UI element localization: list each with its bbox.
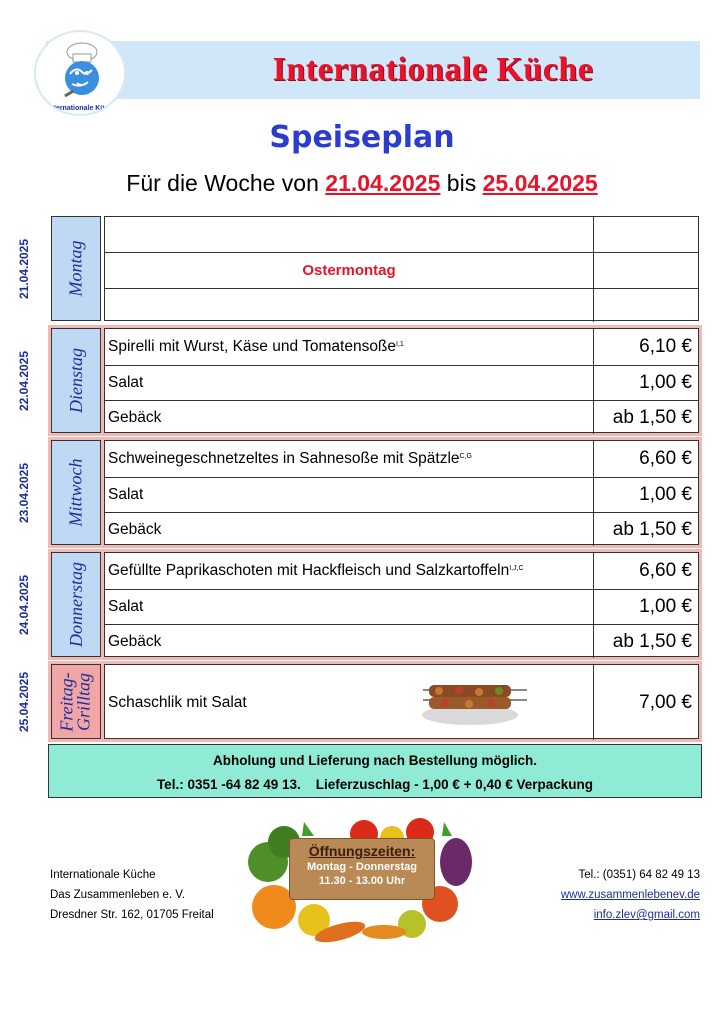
footer-contact	[561, 865, 700, 925]
dish-price: ab 1,50 €	[612, 518, 692, 540]
table-row	[105, 665, 698, 740]
dish-name: Gebäck	[105, 513, 594, 546]
footer-association: Das Zusammenleben e. V.	[50, 889, 186, 901]
day-block-freitag	[48, 661, 702, 742]
dish-price: 6,60 €	[639, 560, 692, 581]
footer-org: Internationale Küche	[50, 869, 156, 881]
holiday-label: Ostermontag	[105, 253, 594, 288]
dish-price: ab 1,50 €	[612, 406, 692, 428]
dish-name: Gebäck	[105, 401, 594, 434]
footer-phone: Tel.: (0351) 64 82 49 13	[578, 869, 700, 881]
day-block-donnerstag	[48, 549, 702, 660]
day-date: 21.04.2025	[17, 238, 31, 300]
day-date: 23.04.2025	[17, 462, 31, 524]
day-tab-dienstag: Dienstag	[51, 328, 101, 433]
table-row	[105, 512, 698, 546]
table-row	[105, 477, 698, 512]
table-row	[105, 252, 698, 288]
menu-grid	[104, 328, 699, 433]
day-tab-mittwoch: Mittwoch	[51, 440, 101, 545]
hours-title: Öffnungszeiten:	[308, 843, 416, 859]
week-prefix: Für die Woche von	[126, 170, 319, 196]
day-date: 24.04.2025	[17, 574, 31, 636]
table-row	[105, 553, 698, 589]
dish-price: 6,10 €	[639, 336, 692, 357]
table-row	[105, 288, 698, 322]
plan-title: Speiseplan	[269, 120, 455, 155]
footer-address	[50, 865, 214, 925]
order-notice	[48, 744, 702, 798]
dish-price: 1,00 €	[639, 596, 692, 617]
dish-name: Salat	[105, 366, 594, 400]
day-block-dienstag	[48, 325, 702, 436]
header-bar	[46, 41, 700, 99]
day-block-mittwoch	[48, 437, 702, 548]
table-row	[105, 400, 698, 434]
dish-price: 6,60 €	[639, 448, 692, 469]
day-tab-donnerstag: Donnerstag	[51, 552, 101, 657]
website-link[interactable]: www.zusammenlebenev.de	[560, 889, 700, 901]
table-row	[105, 217, 698, 252]
table-row	[105, 365, 698, 400]
email-link[interactable]: info.zlev@gmail.com	[593, 909, 700, 921]
opening-hours-sign	[289, 838, 435, 900]
day-tab-montag: Montag	[51, 216, 101, 321]
date-to: 25.04.2025	[482, 170, 598, 196]
dish-price: 1,00 €	[639, 484, 692, 505]
page-title: Internationale Küche	[272, 51, 594, 88]
dish-price: 1,00 €	[639, 372, 692, 393]
footer-street: Dresdner Str. 162, 01705 Freital	[50, 909, 214, 921]
day-date: 22.04.2025	[17, 350, 31, 412]
table-row	[105, 441, 698, 477]
skewer-image	[415, 673, 535, 731]
day-date: 25.04.2025	[17, 671, 31, 733]
notice-line-2: Tel.: 0351 -64 82 49 13. Lieferzuschlag - 1,00 € + 0,40 € Verpackung	[156, 777, 594, 792]
dish-name: Salat	[105, 478, 594, 512]
dish-name: Schaschlik mit Salat	[108, 693, 247, 711]
allergen-codes: I,J,C	[509, 564, 524, 572]
dish-name: Schweinegeschnetzeltes in Sahnesoße mit Spätzle	[108, 450, 460, 467]
logo	[34, 30, 126, 116]
week-mid: bis	[446, 170, 477, 196]
hours-time: 11.30 - 13.00 Uhr	[318, 875, 406, 887]
dish-price: 7,00 €	[639, 691, 692, 713]
table-row	[105, 329, 698, 365]
dish-name: Spirelli mit Wurst, Käse und Tomatensoße	[108, 338, 397, 355]
day-tab-freitag-grilltag: Freitag- Grilltag	[51, 664, 101, 739]
notice-line-1: Abholung und Lieferung nach Bestellung möglich.	[213, 753, 537, 768]
dish-name: Gebäck	[105, 625, 594, 658]
dish-price: ab 1,50 €	[612, 630, 692, 652]
table-row	[105, 624, 698, 658]
dish-name: Gefüllte Paprikaschoten mit Hackfleisch und Salzkartoffeln	[108, 562, 510, 579]
menu-grid	[104, 664, 699, 739]
dish-name: Salat	[105, 590, 594, 624]
chef-globe-icon	[36, 32, 126, 116]
date-from: 21.04.2025	[325, 170, 441, 196]
menu-grid	[104, 216, 699, 321]
hours-days: Montag - Donnerstag	[307, 861, 417, 873]
logo-text: Internationale Küche	[47, 105, 117, 112]
day-block-montag	[48, 213, 702, 324]
allergen-codes: C,G	[459, 452, 472, 460]
table-row	[105, 589, 698, 624]
week-line	[0, 170, 724, 197]
menu-grid	[104, 440, 699, 545]
allergen-codes: I,1	[396, 340, 404, 348]
menu-grid	[104, 552, 699, 657]
